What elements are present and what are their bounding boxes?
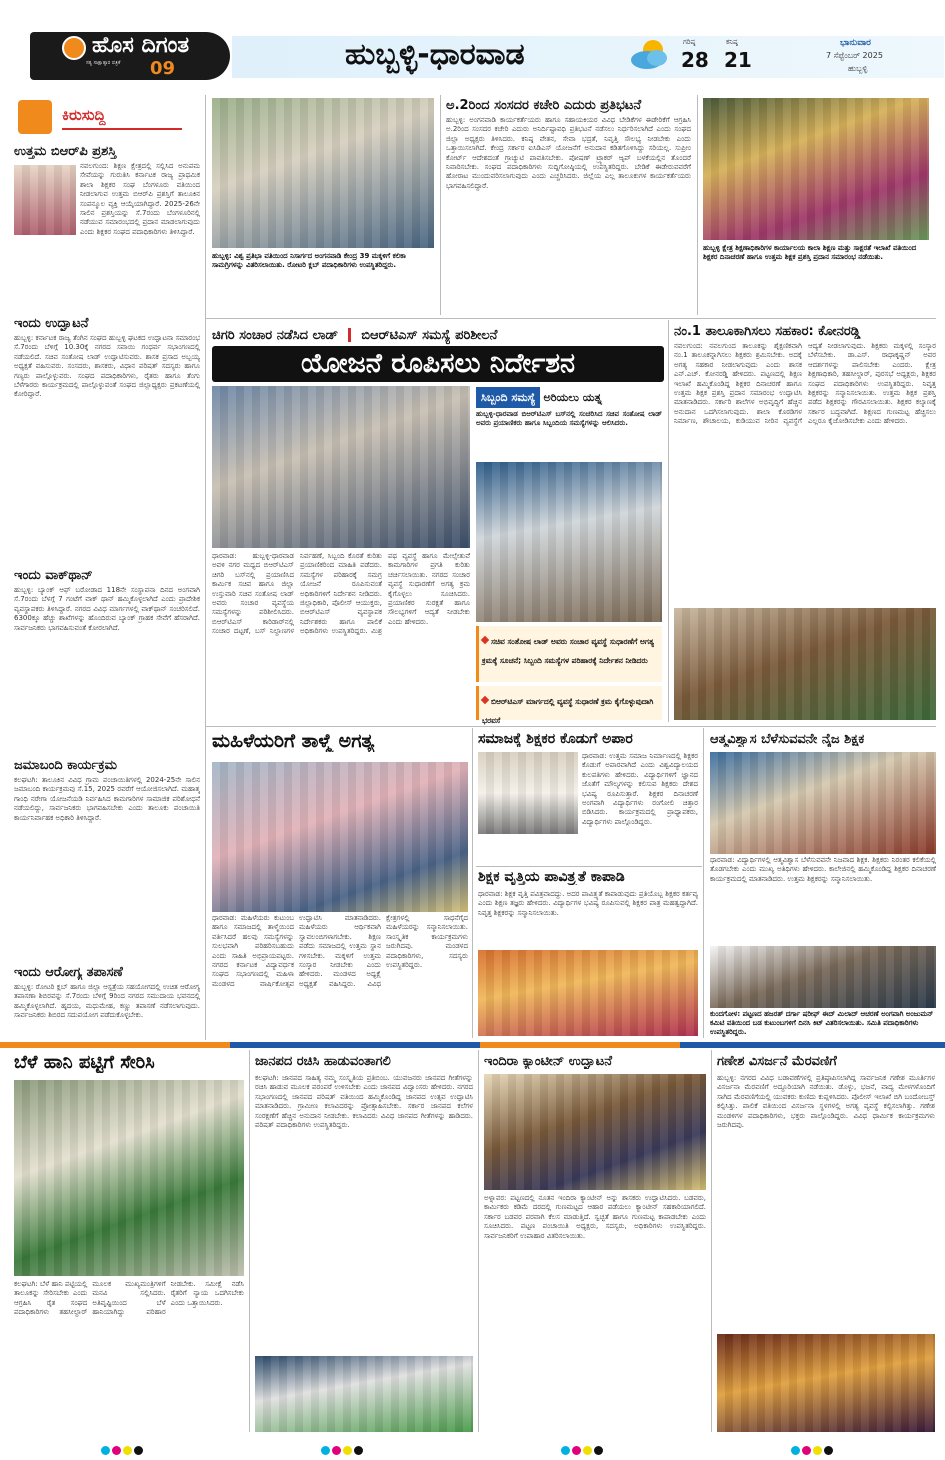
holy-text: ಧಾರವಾಡ: ಶಿಕ್ಷಕ ವೃತ್ತಿ ಪವಿತ್ರವಾದದ್ದು. ಅದರ ಪಾವಿತ್ರ್ಯತೆ ಕಾಪಾಡುವುದು ಪ್ರತಿಯೊಬ್ಬ ಶಿಕ್ಷಕರ ಕರ್ತವ್ಯ ಎಂದು ಶಿಕ್ಷಣ ತಜ್ಞರು ಹೇಳಿದರು. ವಿದ್ಯಾರ್ಥಿಗಳ ಭವಿಷ್ಯ ರೂಪಿಸುವಲ್ಲಿ ಶಿಕ್ಷಕರ ಪಾತ್ರ ಮಹತ್ವದ್ದಾಗಿದೆ. ನಿವೃತ್ತ ಶಿಕ್ಷಕರನ್ನು ಸನ್ಮಾನಿಸಲಾಯಿತು. (478, 890, 698, 917)
rangoli-photo (478, 752, 578, 834)
headline: ಸಮಾಜಕ್ಕೆ ಶಿಕ್ಷಕರ ಕೊಡುಗೆ ಅಪಾರ (478, 732, 633, 747)
teachers-group-photo (478, 950, 698, 1036)
folk-text: ಕಲಘಟಗಿ: ಜಾನಪದ ಸಾಹಿತ್ಯ ನಮ್ಮ ಸಂಸ್ಕೃತಿಯ ಪ್ರತಿಬಿಂಬ. ಯುವಜನರು ಜಾನಪದ ಗೀತೆಗಳನ್ನು ರಚಿಸಿ ಹಾಡುವ ಮೂಲಕ ಪರಂಪರೆ ಉಳಿಸಬೇಕು ಎಂದು ಜಾನಪದ ವಿದ್ವಾಂಸರು ಹೇಳಿದರು. ನಗರದ ಸಭಾಂಗಣದಲ್ಲಿ ಜಾನಪದ ಪರಿಷತ್ ವತಿಯಿಂದ ಹಮ್ಮಿಕೊಂಡಿದ್ದ ಜಾನಪದ ಉತ್ಸವ ಉದ್ಘಾಟಿಸಿ ಮಾತನಾಡಿದರು. ಗ್ರಾಮೀಣ ಕಲಾವಿದರನ್ನು ಪ್ರೋತ್ಸಾಹಿಸಬೇಕು. ಸರ್ಕಾರ ಜಾನಪದ ಕಲೆಗಳ ಸಂರಕ್ಷಣೆಗೆ ಹೆಚ್ಚಿನ ಅನುದಾನ ನೀಡಬೇಕು. ಕಲಾವಿದರು ವಿವಿಧ ಜಾನಪದ ಗೀತೆಗಳನ್ನು ಹಾಡಿದರು. ಪರಿಷತ್ ಪದಾಧಿಕಾರಿಗಳು ಉಪಸ್ಥಿತರಿದ್ದರು. (255, 1074, 473, 1130)
sidebar-item (14, 316, 200, 331)
felicitation-photo (674, 608, 936, 720)
sidebar-item (14, 758, 200, 773)
brand-tagline: ಸತ್ಯ ಸಾಕ್ಷಾತ್ಕಾರ ಪತ್ರಿಕೆ (86, 60, 121, 66)
sidebar-headline: ಇಂದು ವಾಕ್‌ಥಾನ್ (14, 568, 93, 583)
bullet-text: ಬಿಆರ್‌ಟಿಎಸ್ ಮಾರ್ಗದಲ್ಲಿ ವ್ಯವಸ್ಥೆ ಸುಧಾರಣೆ ಕ್ರಮ ಕೈಗೊಳ್ಳುವುದಾಗಿ ಭರವಸೆ (482, 697, 654, 725)
award-photo (710, 752, 936, 854)
canteen-photo (484, 1074, 706, 1190)
lead-bullet (476, 686, 662, 725)
sidebar-headline: ಇಂದು ಉದ್ಘಾಟನೆ (14, 316, 89, 331)
crop-loss-headline: ಬೆಳೆ ಹಾನಿ ಪಟ್ಟಿಗೆ ಸೇರಿಸಿ (14, 1052, 155, 1073)
sidebar-headline: ಜಮಾಬಂದಿ ಕಾರ್ಯಕ್ರಮ (14, 758, 118, 773)
headline: ನಂ.1 ತಾಲೂಕಾಗಿಸಲು ಸಹಕಾರ: ಕೋನರಡ್ಡಿ (674, 324, 861, 339)
lead-text: ಧಾರವಾಡ: ಹುಬ್ಬಳ್ಳಿ-ಧಾರವಾಡ ಅವಳಿ ನಗರ ಮಧ್ಯದ ಬಿಆರ್‌ಟಿಎಸ್ ಚಿಗರಿ ಬಸ್‌ನಲ್ಲಿ ಪ್ರಯಾಣಿಸಿದ ಕಾರ್ಮಿಕ ಸಚಿವ ಹಾಗೂ ಜಿಲ್ಲಾ ಉಸ್ತುವಾರಿ ಸಚಿವ ಸಂತೋಷ ಲಾಡ್ ಅವರು ಸಂಚಾರ ವ್ಯವಸ್ಥೆಯ ಸಮಸ್ಯೆಗಳನ್ನು ಪರಿಶೀಲಿಸಿದರು. ಬಿಆರ್‌ಟಿಎಸ್ ಕಾರಿಡಾರ್‌ನಲ್ಲಿ ಸಂಚಾರ ದಟ್ಟಣೆ, ಬಸ್ ನಿಲ್ದಾಣಗಳ ನಿರ್ವಹಣೆ, ಸಿಬ್ಬಂದಿ ಕೊರತೆ ಕುರಿತು ಪ್ರಯಾಣಿಕರಿಂದ ಮಾಹಿತಿ ಪಡೆದರು. ಸಮಸ್ಯೆಗಳ ಪರಿಹಾರಕ್ಕೆ ಸಮಗ್ರ ಯೋಜನೆ ರೂಪಿಸುವಂತೆ ಅಧಿಕಾರಿಗಳಿಗೆ ನಿರ್ದೇಶನ ನೀಡಿದರು. ಜಿಲ್ಲಾಧಿಕಾರಿ, ಪೊಲೀಸ್ ಆಯುಕ್ತರು, ಬಿಆರ್‌ಟಿಎಸ್ ವ್ಯವಸ್ಥಾಪಕ ನಿರ್ದೇಶಕರು ಹಾಗೂ ಪಾಲಿಕೆ ಅಧಿಕಾರಿಗಳು ಉಪಸ್ಥಿತರಿದ್ದರು. ಮಿಶ್ರ ಪಥ ವ್ಯವಸ್ಥೆ ಹಾಗೂ ಮೇಲ್ಸೇತುವೆ ಕಾಮಗಾರಿಗಳ ಪ್ರಗತಿ ಕುರಿತು ಚರ್ಚಿಸಲಾಯಿತು. ನಗರದ ಸಂಚಾರ ವ್ಯವಸ್ಥೆ ಸುಧಾರಣೆಗೆ ಅಗತ್ಯ ಕ್ರಮ ಕೈಗೊಳ್ಳಲು ಸೂಚಿಸಿದರು. ಪ್ರಯಾಣಿಕರ ಸುರಕ್ಷತೆ ಹಾಗೂ ಸೌಲಭ್ಯಗಳಿಗೆ ಆದ್ಯತೆ ನೀಡಬೇಕು ಎಂದು ಹೇಳಿದರು. (212, 552, 470, 636)
photo-caption: ಹುಬ್ಬಳ್ಳಿ ಕ್ಷೇತ್ರ ಶಿಕ್ಷಣಾಧಿಕಾರಿಗಳ ಕಾರ್ಯಾಲಯ ಕಾಲಾ ಶಿಕ್ಷಣ ಮತ್ತು ಸಾಕ್ಷರತೆ ಇಲಾಖೆ ವತಿಯಿಂದ ಶಿಕ್ಷಕರ ದಿನಾಚರಣೆ ಹಾಗೂ ಉತ್ತಮ ಶಿಕ್ಷಕ ಪ್ರಶಸ್ತಿ ಪ್ರದಾನ ಸಮಾರಂಭ ನಡೆಯಿತು. (703, 244, 917, 261)
day-label: ಭಾನುವಾರ (840, 38, 871, 48)
lead-bullet (476, 626, 662, 682)
bus-interior-photo (212, 386, 470, 548)
bullet-text: ಸಚಿವ ಸಂತೋಷ ಲಾಡ್ ಅವರು ಸಂಚಾರ ವ್ಯವಸ್ಥೆ ಸುಧಾರಣೆಗೆ ಅಗತ್ಯ ಕ್ರಮಕ್ಕೆ ಸೂಚನೆ; ಸಿಬ್ಬಂದಿ ಸಮಸ್ಯೆಗಳ ಪರಿಹಾರಕ್ಕೆ ನಿರ್ದೇಶನ ನೀಡಿದರು (482, 637, 654, 665)
sidebar-headline: ಇಂದು ಆರೋಗ್ಯ ತಪಾಸಣೆ (14, 965, 123, 980)
date-label: 7 ಸೆಪ್ಟೆಂಬರ್ 2025 (826, 51, 883, 60)
article-text: ಹುಬ್ಬಳ್ಳಿ: ಅಂಗನವಾಡಿ ಕಾರ್ಯಕರ್ತೆಯರು ಹಾಗೂ ಸಹಾಯಕಿಯರ ವಿವಿಧ ಬೇಡಿಕೆಗಳ ಈಡೇರಿಕೆಗೆ ಆಗ್ರಹಿಸಿ ಅ.2ರಿಂದ ಸಂಸದರ ಕಚೇರಿ ಎದುರು ಅನಿರ್ದಿಷ್ಟಾವಧಿ ಪ್ರತಿಭಟನೆ ನಡೆಸಲು ನಿರ್ಧರಿಸಲಾಗಿದೆ ಎಂದು ಸಂಘದ ಜಿಲ್ಲಾ ಅಧ್ಯಕ್ಷರು ತಿಳಿಸಿದರು. ಕನಿಷ್ಠ ವೇತನ, ಸೇವಾ ಭದ್ರತೆ, ನಿವೃತ್ತಿ ಸೌಲಭ್ಯ ನೀಡಬೇಕು ಎಂದು ಒತ್ತಾಯಿಸಲಾಗಿದೆ. ಕೇಂದ್ರ ಸರ್ಕಾರ ಐಸಿಡಿಎಸ್ ಯೋಜನೆಗೆ ಅನುದಾನ ಕಡಿತಗೊಳಿಸಿದ್ದು ಸರಿಯಲ್ಲ. ಸುಪ್ರೀಂ ಕೋರ್ಟ್ ಆದೇಶದಂತೆ ಗ್ರಾಚ್ಯುಟಿ ಪಾವತಿಸಬೇಕು. ಪೋಷಣ್ ಟ್ರ್ಯಾಕರ್ ಆ್ಯಪ್ ಬಳಕೆಯಲ್ಲಿನ ತೊಂದರೆ ನಿವಾರಿಸಬೇಕು. ಸಂಘದ ಪದಾಧಿಕಾರಿಗಳು ಸುದ್ದಿಗೋಷ್ಠಿಯಲ್ಲಿ ಉಪಸ್ಥಿತರಿದ್ದರು. ಬೇಡಿಕೆ ಈಡೇರುವವರೆಗೆ ಹೋರಾಟ ಮುಂದುವರಿಸಲಾಗುವುದು ಎಂದು ಎಚ್ಚರಿಸಿದರು. ಜಿಲ್ಲೆಯ ಎಲ್ಲ ತಾಲೂಕುಗಳ ಕಾರ್ಯಕರ್ತೆಯರು ಭಾಗವಹಿಸಲಿದ್ದಾರೆ. (446, 116, 691, 190)
sidebar-text: ಹುಬ್ಬಳ್ಳಿ: ಬ್ಯಾಂಕ್ ಆಫ್ ಬರೋಡಾದ 118ನೇ ಸಂಸ್ಥಾಪನಾ ದಿನದ ಅಂಗವಾಗಿ ಸೆ.7ರಂದು ಬೆಳಗ್ಗೆ 7 ಗಂಟೆಗೆ ವಾಕ್ ಥಾನ್ ಹಮ್ಮಿಕೊಳ್ಳಲಾಗಿದೆ ಎಂದು ಪ್ರಾದೇಶಿಕ ವ್ಯವಸ್ಥಾಪಕರು ತಿಳಿಸಿದ್ದಾರೆ. ನಗರದ ವಿವಿಧ ಮಾರ್ಗಗಳಲ್ಲಿ ವಾಕ್‌ಥಾನ್ ಸಂಚರಿಸಲಿದೆ. 6300ಕ್ಕೂ ಹೆಚ್ಚು ಶಾಖೆಗಳನ್ನು ಹೊಂದಿರುವ ಬ್ಯಾಂಕ್ ಗ್ರಾಹಕ ಸೇವೆಗೆ ಹೆಸರಾಗಿದೆ. ಸಾರ್ವಜನಿಕರು ಭಾಗವಹಿಸುವಂತೆ ಕೋರಲಾಗಿದೆ. (14, 586, 200, 632)
headline: ಆತ್ಮವಿಶ್ವಾಸ ಬೆಳೆಸುವವನೇ ನೈಜ ಶಿಕ್ಷಕ (710, 732, 865, 747)
headline: ಅ.2ರಿಂದ ಸಂಸದರ ಕಚೇರಿ ಎದುರು ಪ್ರತಿಭಟನೆ (446, 98, 642, 113)
sidebar-text: ಕಲಘಟಗಿ: ತಾಲೂಕಿನ ವಿವಿಧ ಗ್ರಾಮ ಪಂಚಾಯಿತಿಗಳಲ್ಲಿ 2024-25ನೇ ಸಾಲಿನ ಜಮಾಬಂದಿ ಕಾರ್ಯಕ್ರಮವು ಸೆ.15, 2025 ರವರೆಗೆ ಆಯೋಜಿಸಲಾಗಿದೆ. ಮಹಾತ್ಮ ಗಾಂಧಿ ನರೇಗಾ ಯೋಜನೆಯಡಿ ನಿರ್ವಹಿಸಿದ ಕಾಮಗಾರಿಗಳ ಸಾಮಾಜಿಕ ಪರಿಶೋಧನೆ ನಡೆಯಲಿದ್ದು, ಸಾರ್ವಜನಿಕರು ಭಾಗವಹಿಸಬೇಕು ಎಂದು ತಾಲೂಕು ಪಂಚಾಯಿತಿ ಕಾರ್ಯನಿರ್ವಾಹಕ ಅಧಿಕಾರಿ ತಿಳಿಸಿದ್ದಾರೆ. (14, 776, 200, 822)
photo-caption: ಕುಂದಗೋಳ: ಪಟ್ಟಣದ ಹಜರತ್ ದರ್ಗಾ ಷರೀಫ್ ಈದ್ ಮಿಲಾದ್ ಆಚರಣೆ ಅಂಗವಾಗಿ ಅಂಜುಮನ್ ಕಮಿಟಿ ವತಿಯಿಂದ ಬಡ ಕುಟುಂಬಗಳಿಗೆ ದಿನಸಿ ಕಿಟ್ ವಿತರಿಸಲಾಯಿತು. ಸಮಿತಿ ಪದಾಧಿಕಾರಿಗಳು ಉಪಸ್ಥಿತರಿದ್ದರು. (710, 1010, 934, 1036)
side-title-a: ಸಿಬ್ಬಂದಿ ಸಮಸ್ಯೆ (476, 387, 540, 408)
kicker-b: ಬಿಆರ್‌ಟಿಎಸ್ ಸಮಸ್ಯೆ ಪರಿಶೀಲನೆ (361, 328, 498, 343)
sidebar-portrait (14, 165, 76, 235)
kundgol-photo (710, 946, 936, 1008)
confidence-text: ಧಾರವಾಡ: ವಿದ್ಯಾರ್ಥಿಗಳಲ್ಲಿ ಆತ್ಮವಿಶ್ವಾಸ ಬೆಳೆಸುವವನೇ ನಿಜವಾದ ಶಿಕ್ಷಕ. ಶಿಕ್ಷಕರು ನಿರಂತರ ಕಲಿಕೆಯಲ್ಲಿ ತೊಡಗಬೇಕು ಎಂದು ಮುಖ್ಯ ಅತಿಥಿಗಳು ಹೇಳಿದರು. ಕಾಲೇಜಿನಲ್ಲಿ ಹಮ್ಮಿಕೊಂಡಿದ್ದ ಶಿಕ್ಷಕರ ದಿನಾಚರಣೆ ಕಾರ್ಯಕ್ರಮದಲ್ಲಿ ಮಾತನಾಡಿದರು. ಉತ್ತಮ ಶಿಕ್ಷಕರನ್ನು ಸನ್ಮಾನಿಸಲಾಯಿತು. (710, 856, 936, 883)
sidebar-item (14, 568, 200, 583)
registration-marks (560, 1440, 604, 1459)
photo-caption: ಹುಬ್ಬಳ್ಳಿ: ವಿಶ್ವ ಪ್ರತಿಭಾ ವತಿಯಿಂದ ನಿಸಾರ್ಗದ ಅಂಗನವಾಡಿ ಕೇಂದ್ರ 39 ಮಕ್ಕಳಿಗೆ ಕಲಿಕಾ ಸಾಮಗ್ರಿಗಳನ್ನು ವಿತರಿಸಲಾಯಿತು. ರೋಟರಿ ಕ್ಲಬ್ ಪದಾಧಿಕಾರಿಗಳು ಉಪಸ್ಥಿತರಿದ್ದರು. (212, 252, 406, 269)
registration-marks (100, 1440, 144, 1459)
brand-name: ಹೊಸ ದಿಗಂತ (92, 33, 190, 58)
headline: ಗಣೇಶ ವಿಸರ್ಜನೆ ಮೆರವಣಿಗೆ (717, 1054, 837, 1069)
article-text: ನವಲಗುಂದ: ನವಲಗುಂದ ತಾಲೂಕನ್ನು ಶೈಕ್ಷಣಿಕವಾಗಿ ನಂ.1 ತಾಲೂಕನ್ನಾಗಿಸಲು ಶಿಕ್ಷಕರು ಶ್ರಮಿಸಬೇಕು. ಅದಕ್ಕೆ ಅಗತ್ಯ ಸಹಕಾರ ನೀಡಲಾಗುವುದು ಎಂದು ಶಾಸಕ ಎನ್.ಎಚ್. ಕೋನರಡ್ಡಿ ಹೇಳಿದರು. ಪಟ್ಟಣದಲ್ಲಿ ಶಿಕ್ಷಣ ಇಲಾಖೆ ಹಮ್ಮಿಕೊಂಡಿದ್ದ ಶಿಕ್ಷಕರ ದಿನಾಚರಣೆ ಹಾಗೂ ಉತ್ತಮ ಶಿಕ್ಷಕ ಪ್ರಶಸ್ತಿ ಪ್ರದಾನ ಸಮಾರಂಭ ಉದ್ಘಾಟಿಸಿ ಮಾತನಾಡಿದರು. ಸರ್ಕಾರಿ ಶಾಲೆಗಳ ಅಭಿವೃದ್ಧಿಗೆ ಹೆಚ್ಚಿನ ಅನುದಾನ ಒದಗಿಸಲಾಗುವುದು. ಶಾಲಾ ಕೊಠಡಿಗಳ ನಿರ್ಮಾಣ, ಶೌಚಾಲಯ, ಕುಡಿಯುವ ನೀರಿನ ವ್ಯವಸ್ಥೆಗೆ ಆದ್ಯತೆ ನೀಡಲಾಗುವುದು. ಶಿಕ್ಷಕರು ಮಕ್ಕಳಲ್ಲಿ ಸಂಸ್ಕಾರ ಬೆಳೆಸಬೇಕು. ಡಾ.ಎಸ್. ರಾಧಾಕೃಷ್ಣನ್ ಅವರ ಆದರ್ಶಗಳನ್ನು ಪಾಲಿಸಬೇಕು ಎಂದರು. ಕ್ಷೇತ್ರ ಶಿಕ್ಷಣಾಧಿಕಾರಿ, ತಹಸೀಲ್ದಾರ್, ಪುರಸಭೆ ಅಧ್ಯಕ್ಷರು, ಶಿಕ್ಷಕರ ಸಂಘದ ಪದಾಧಿಕಾರಿಗಳು ಉಪಸ್ಥಿತರಿದ್ದರು. ನಿವೃತ್ತ ಶಿಕ್ಷಕರನ್ನು ಸನ್ಮಾನಿಸಲಾಯಿತು. ಉತ್ತಮ ಶಿಕ್ಷಕ ಪ್ರಶಸ್ತಿ ಪಡೆದ ಶಿಕ್ಷಕರನ್ನು ಗೌರವಿಸಲಾಯಿತು. ಶಿಕ್ಷಕರ ಕಲ್ಯಾಣಕ್ಕೆ ಸರ್ಕಾರ ಬದ್ಧವಾಗಿದೆ. ಶಿಕ್ಷಣದ ಗುಣಮಟ್ಟ ಹೆಚ್ಚಿಸಲು ಎಲ್ಲರೂ ಕೈಜೋಡಿಸಬೇಕು ಎಂದು ಹೇಳಿದರು. (674, 342, 936, 426)
sidebar-text: ನವಲಗುಂದ: ಶಿಕ್ಷಣ ಕ್ಷೇತ್ರದಲ್ಲಿ ಸಲ್ಲಿಸಿದ ಅನುಪಮ ಸೇವೆಯನ್ನು ಗುರುತಿಸಿ ಕರ್ನಾಟಕ ರಾಜ್ಯ ಪ್ರಾಥಮಿಕ ಶಾಲಾ ಶಿಕ್ಷಕರ ಸಂಘ ಬೆಂಗಳೂರು ವತಿಯಿಂದ ನೀಡಲಾಗುವ ಉತ್ತಮ ಬಿಆರ್‌ಪಿ ಪ್ರಶಸ್ತಿಗೆ ತಾಲೂಕಿನ ಸಂಪನ್ಮೂಲ ವ್ಯಕ್ತಿ ಆಯ್ಕೆಯಾಗಿದ್ದಾರೆ. 2025-26ನೇ ಸಾಲಿನ ಪ್ರಶಸ್ತಿಯನ್ನು ಸೆ.7ರಂದು ಬೆಂಗಳೂರಿನಲ್ಲಿ ನಡೆಯುವ ಸಮಾರಂಭದಲ್ಲಿ ಪ್ರದಾನ ಮಾಡಲಾಗುವುದು ಎಂದು ಶಿಕ್ಷಕರ ಸಂಘದ ಪದಾಧಿಕಾರಿಗಳು ತಿಳಿಸಿದ್ದಾರೆ. (80, 162, 200, 236)
headline: ಇಂದಿರಾ ಕ್ಯಾಂಟೀನ್ ಉದ್ಘಾಟನೆ (484, 1054, 612, 1069)
headline: ಜಾನಪದ ರಚಿಸಿ ಹಾಡುವಂತಾಗಲಿ (255, 1054, 391, 1069)
side-title-b: ಅರಿಯಲು ಯತ್ನ (543, 391, 602, 404)
kicker-a: ಚಿಗರಿ ಸಂಚಾರ ನಡೆಸಿದ ಲಾಡ್ (212, 328, 339, 343)
section-divider-strip (0, 1042, 945, 1048)
weather-icon (627, 38, 671, 72)
max-temp-label: ಗರಿಷ್ಠ (683, 38, 696, 46)
teachers-day-photo (703, 98, 929, 240)
sidebar-headline: ಉತ್ತಮ ಬಿಆರ್‌ಪಿ ಪ್ರಶಸ್ತಿ (14, 144, 117, 159)
sidebar-item (14, 144, 200, 159)
canteen-text: ಅಳ್ನಾವರ: ಪಟ್ಟಣದಲ್ಲಿ ನೂತನ ಇಂದಿರಾ ಕ್ಯಾಂಟೀನ್ ಅನ್ನು ಶಾಸಕರು ಉದ್ಘಾಟಿಸಿದರು. ಬಡವರು, ಕಾರ್ಮಿಕರು ಕಡಿಮೆ ದರದಲ್ಲಿ ಗುಣಮಟ್ಟದ ಆಹಾರ ಪಡೆಯಲು ಕ್ಯಾಂಟೀನ್ ಸಹಕಾರಿಯಾಗಲಿದೆ. ಸರ್ಕಾರ ಬಡವರ ಪರವಾಗಿ ಕೆಲಸ ಮಾಡುತ್ತಿದೆ. ಸ್ವಚ್ಛತೆ ಹಾಗೂ ಗುಣಮಟ್ಟ ಕಾಪಾಡಬೇಕು ಎಂದು ಸೂಚಿಸಿದರು. ಪಟ್ಟಣ ಪಂಚಾಯಿತಿ ಅಧ್ಯಕ್ಷರು, ಸದಸ್ಯರು, ಅಧಿಕಾರಿಗಳು ಉಪಸ್ಥಿತರಿದ್ದರು. ಸಾರ್ವಜನಿಕರಿಗೆ ಉಪಾಹಾರ ವಿತರಿಸಲಾಯಿತು. (484, 1194, 706, 1240)
crop-loss-text: ಕಲಘಟಗಿ: ಬೆಳೆ ಹಾನಿ ಪಟ್ಟಿಯಲ್ಲಿ ತಾಲೂಕನ್ನು ಸೇರಿಸಬೇಕು ಎಂದು ಆಗ್ರಹಿಸಿ ರೈತ ಸಂಘದ ಪದಾಧಿಕಾರಿಗಳು ತಹಸೀಲ್ದಾರ್ ಮೂಲಕ ಮುಖ್ಯಮಂತ್ರಿಗಳಿಗೆ ಮನವಿ ಸಲ್ಲಿಸಿದರು. ಅತಿವೃಷ್ಟಿಯಿಂದ ಬೆಳೆ ಹಾನಿಯಾಗಿದ್ದು ಪರಿಹಾರ ನೀಡಬೇಕು. ಸಮೀಕ್ಷೆ ನಡೆಸಿ ರೈತರಿಗೆ ನ್ಯಾಯ ಒದಗಿಸಬೇಕು ಎಂದು ಒತ್ತಾಯಿಸಿದರು. (14, 1280, 244, 1317)
max-temp: 28 (681, 48, 709, 72)
ganesha-text: ಹುಬ್ಬಳ್ಳಿ: ನಗರದ ವಿವಿಧ ಬಡಾವಣೆಗಳಲ್ಲಿ ಪ್ರತಿಷ್ಠಾಪಿಸಲಾಗಿದ್ದ ಸಾರ್ವಜನಿಕ ಗಣೇಶ ಮೂರ್ತಿಗಳ ವಿಸರ್ಜನಾ ಮೆರವಣಿಗೆ ಅದ್ದೂರಿಯಾಗಿ ನಡೆಯಿತು. ಡೊಳ್ಳು, ಭಜನೆ, ವಾದ್ಯ ಮೇಳಗಳೊಂದಿಗೆ ಸಾಗಿದ ಮೆರವಣಿಗೆಯಲ್ಲಿ ಯುವಕರು ಕುಣಿದು ಕುಪ್ಪಳಿಸಿದರು. ಪೊಲೀಸ್ ಇಲಾಖೆ ಬಿಗಿ ಬಂದೋಬಸ್ತ್ ಕಲ್ಪಿಸಿತ್ತು. ಪಾಲಿಕೆ ವತಿಯಿಂದ ವಿಸರ್ಜನಾ ಸ್ಥಳಗಳಲ್ಲಿ ಅಗತ್ಯ ವ್ಯವಸ್ಥೆ ಕಲ್ಪಿಸಲಾಗಿತ್ತು. ಗಣೇಶ ಮಂಡಳಿಗಳ ಪದಾಧಿಕಾರಿಗಳು, ಭಕ್ತರು ಪಾಲ್ಗೊಂಡಿದ್ದರು. ವಿವಿಧ ಧಾರ್ಮಿಕ ಕಾರ್ಯಕ್ರಮಗಳು ಜರುಗಿದವು. (717, 1074, 935, 1130)
sidebar-header (14, 98, 194, 138)
registration-marks (320, 1440, 364, 1459)
side-box-text: ಹುಬ್ಬಳ್ಳಿ-ಧಾರವಾಡ ಬಿಆರ್‌ಟಿಎಸ್ ಬಸ್‌ನಲ್ಲಿ ಸಂಚರಿಸಿದ ಸಚಿವ ಸಂತೋಷ ಲಾಡ್ ಅವರು ಪ್ರಯಾಣಿಕರು ಹಾಗೂ ಸಿಬ್ಬಂದಿಯ ಸಮಸ್ಯೆಗಳನ್ನು ಆಲಿಸಿದರು. (476, 410, 662, 428)
lead-headline: ಯೋಜನೆ ರೂಪಿಸಲು ನಿರ್ದೇಶನ (300, 348, 576, 379)
women-headline (212, 730, 468, 758)
women-event-photo (212, 762, 468, 912)
bus-station-photo (476, 462, 662, 622)
brand-logo-icon (62, 36, 86, 60)
society-text: ಧಾರವಾಡ: ಉತ್ತಮ ಸಮಾಜ ನಿರ್ಮಾಣದಲ್ಲಿ ಶಿಕ್ಷಕರ ಕೊಡುಗೆ ಅಪಾರವಾಗಿದೆ ಎಂದು ವಿಶ್ವವಿದ್ಯಾಲಯದ ಕುಲಪತಿಗಳು ಹೇಳಿದರು. ವಿದ್ಯಾರ್ಥಿಗಳಿಗೆ ಜ್ಞಾನದ ಜೊತೆಗೆ ಮೌಲ್ಯಗಳನ್ನು ಕಲಿಸುವ ಶಿಕ್ಷಕರು ದೇಶದ ಭವಿಷ್ಯ ರೂಪಿಸುತ್ತಾರೆ. ಶಿಕ್ಷಕರ ದಿನಾಚರಣೆ ಅಂಗವಾಗಿ ವಿದ್ಯಾರ್ಥಿಗಳು ರಂಗೋಲಿ ಚಿತ್ತಾರ ಬಿಡಿಸಿದರು. ಕಾರ್ಯಕ್ರಮದಲ್ಲಿ ಪ್ರಾಧ್ಯಾಪಕರು, ವಿದ್ಯಾರ್ಥಿಗಳು ಪಾಲ್ಗೊಂಡಿದ್ದರು. (582, 752, 698, 826)
pointing-hand-icon (18, 100, 52, 134)
women-headline-text: ಮಹಿಳೆಯರಿಗೆ ತಾಳ್ಮೆ ಅಗತ್ಯ (212, 730, 375, 752)
edition-title: ಹುಬ್ಬಳ್ಳಿ-ಧಾರವಾಡ (345, 37, 525, 72)
ganesha-photo (717, 1334, 935, 1432)
side-box-title (476, 386, 662, 408)
min-temp: 21 (724, 48, 752, 72)
sidebar-item (14, 965, 200, 980)
min-temp-label: ಕನಿಷ್ಠ (726, 38, 738, 46)
headline: ಶಿಕ್ಷಕ ವೃತ್ತಿಯ ಪಾವಿತ್ರ್ಯತೆ ಕಾಪಾಡಿ (478, 870, 625, 885)
page-number: 09 (150, 58, 176, 79)
city-label: ಹುಬ್ಬಳ್ಳಿ (848, 64, 868, 73)
anganwadi-photo (212, 98, 434, 248)
bullet-icon (481, 695, 489, 703)
sidebar-text: ಹುಬ್ಬಳ್ಳಿ: ಕರ್ನಾಟಕ ರಾಜ್ಯ ತೆಂಗಿನ ಸಂಘದ ಹುಬ್ಬಳ್ಳಿ ಘಟಕದ ಉದ್ಘಾಟನಾ ಸಮಾರಂಭ ಸೆ.7ರಂದು ಬೆಳಿಗ್ಗೆ 10.30ಕ್ಕೆ ನಗರದ ಸವಾಯಿ ಗಂಧರ್ವ ಸಭಾಂಗಣದಲ್ಲಿ ನಡೆಯಲಿದೆ. ಸಚಿವ ಸಂತೋಷ ಲಾಡ್ ಉದ್ಘಾಟಿಸುವರು. ಶಾಸಕ ಪ್ರಸಾದ ಅಬ್ಬಯ್ಯ ಅಧ್ಯಕ್ಷತೆ ವಹಿಸುವರು. ಸಂಸದರು, ಶಾಸಕರು, ವಿಧಾನ ಪರಿಷತ್ ಸದಸ್ಯರು ಹಾಗೂ ಗಣ್ಯರು ಪಾಲ್ಗೊಳ್ಳುವರು. ಸಂಘದ ಪದಾಧಿಕಾರಿಗಳು, ರೈತರು ಹಾಗೂ ತೆಂಗು ಬೆಳೆಗಾರರು ಕಾರ್ಯಕ್ರಮದಲ್ಲಿ ಪಾಲ್ಗೊಳ್ಳುವಂತೆ ಸಂಘದ ಜಿಲ್ಲಾಧ್ಯಕ್ಷರು ಪ್ರಕಟಣೆಯಲ್ಲಿ ಕೋರಿದ್ದಾರೆ. (14, 334, 200, 399)
masthead (0, 0, 945, 90)
women-text: ಧಾರವಾಡ: ಮಹಿಳೆಯರು ಕುಟುಂಬ ಹಾಗೂ ಸಮಾಜದಲ್ಲಿ ತಾಳ್ಮೆಯಿಂದ ವರ್ತಿಸಿದರೆ ಹಲವು ಸಮಸ್ಯೆಗಳನ್ನು ಸುಲಭವಾಗಿ ಪರಿಹರಿಸಬಹುದು ಎಂದು ಸಾಹಿತಿ ಅಭಿಪ್ರಾಯಪಟ್ಟರು. ನಗರದ ಕರ್ನಾಟಕ ವಿದ್ಯಾವರ್ಧಕ ಸಂಘದ ಸಭಾಂಗಣದಲ್ಲಿ ಮಹಿಳಾ ಮಂಡಳದ ವಾರ್ಷಿಕೋತ್ಸವ ಉದ್ಘಾಟಿಸಿ ಮಾತನಾಡಿದರು. ಮಹಿಳೆಯರು ಆರ್ಥಿಕವಾಗಿ ಸ್ವಾವಲಂಬಿಗಳಾಗಬೇಕು. ಶಿಕ್ಷಣ ಪಡೆದು ಸಮಾಜದಲ್ಲಿ ಉತ್ತಮ ಸ್ಥಾನ ಗಳಿಸಬೇಕು. ಮಕ್ಕಳಿಗೆ ಉತ್ತಮ ಸಂಸ್ಕಾರ ನೀಡಬೇಕು ಎಂದು ಹೇಳಿದರು. ಮಂಡಳದ ಅಧ್ಯಕ್ಷೆ ಅಧ್ಯಕ್ಷತೆ ವಹಿಸಿದ್ದರು. ವಿವಿಧ ಕ್ಷೇತ್ರಗಳಲ್ಲಿ ಸಾಧನೆಗೈದ ಮಹಿಳೆಯರನ್ನು ಸನ್ಮಾನಿಸಲಾಯಿತು. ಸಾಂಸ್ಕೃತಿಕ ಕಾರ್ಯಕ್ರಮಗಳು ಜರುಗಿದವು. ಮಂಡಳದ ಪದಾಧಿಕಾರಿಗಳು, ಸದಸ್ಯರು ಉಪಸ್ಥಿತರಿದ್ದರು. (212, 914, 468, 988)
sidebar-text: ಹುಬ್ಬಳ್ಳಿ: ರೋಟರಿ ಕ್ಲಬ್ ಹಾಗೂ ಜಿಲ್ಲಾ ಆಸ್ಪತ್ರೆಯ ಸಹಯೋಗದಲ್ಲಿ ಉಚಿತ ಆರೋಗ್ಯ ತಪಾಸಣಾ ಶಿಬಿರವನ್ನು ಸೆ.7ರಂದು ಬೆಳಿಗ್ಗೆ 9ರಿಂದ ನಗರದ ಸಮುದಾಯ ಭವನದಲ್ಲಿ ಹಮ್ಮಿಕೊಳ್ಳಲಾಗಿದೆ. ಹೃದಯ, ಮಧುಮೇಹ, ಕಣ್ಣು ತಪಾಸಣೆ ನಡೆಸಲಾಗುವುದು. ಸಾರ್ವಜನಿಕರು ಶಿಬಿರದ ಸದುಪಯೋಗ ಪಡೆದುಕೊಳ್ಳಬೇಕು. (14, 983, 200, 1020)
bullet-icon (481, 635, 489, 643)
lead-kicker (212, 324, 664, 346)
sidebar-title: ಕಿರುಸುದ್ದಿ (62, 106, 106, 124)
registration-marks (790, 1440, 834, 1459)
farmers-photo (14, 1080, 244, 1276)
folk-event-photo (255, 1356, 473, 1432)
